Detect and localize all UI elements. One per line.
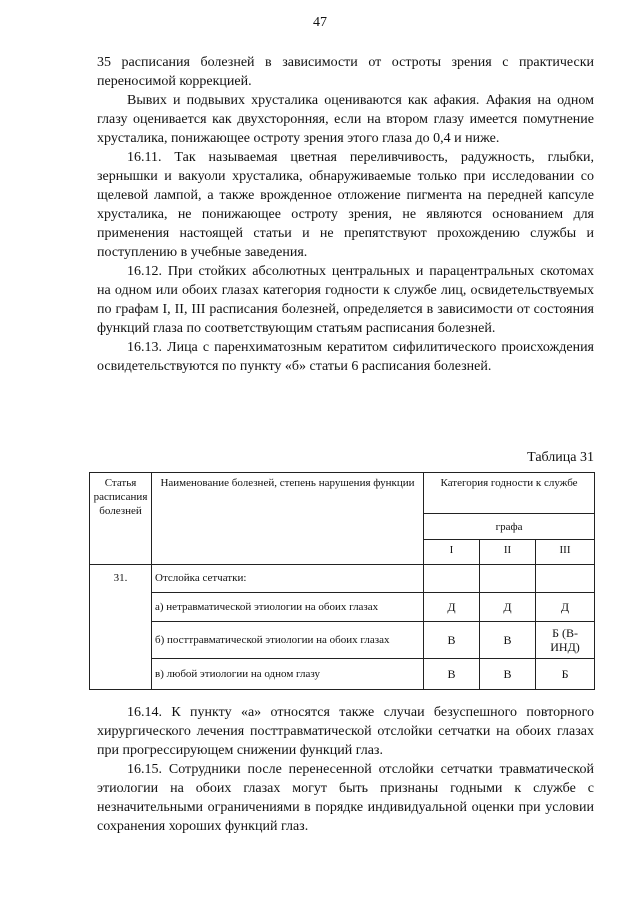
paragraph: 16.11. Так называемая цветная переливчивость, радужность, глыбки, зернышки и вакуоли хрусталика, обнаруживаемые только при исследовании со щелевой лампой, а также врожденное отложение пигмента на передней капсуле хрусталика, не понижающее остроту зрения, не являются основанием для применения настоящей статьи и не препятствуют прохождению службы и поступлению в учебные заведения. — [97, 150, 594, 260]
grade-cell: Д — [536, 593, 595, 622]
header-article: Статья расписания болезней — [90, 473, 152, 565]
article-number: 31. — [90, 565, 152, 690]
table-row-title: Отслойка сетчатки: — [152, 565, 424, 593]
header-col-1: I — [424, 540, 480, 565]
grade-cell: Д — [480, 593, 536, 622]
disease-table — [89, 472, 595, 690]
grade-cell: В — [480, 622, 536, 659]
grade-cell: Д — [424, 593, 480, 622]
header-column-group: графа — [424, 514, 595, 540]
text-block-top — [97, 53, 594, 376]
grade-cell: Б (В-ИНД) — [536, 622, 595, 659]
table-row — [90, 622, 595, 659]
row-label: б) посттравматической этиологии на обоих глазах — [152, 622, 424, 659]
paragraph: 16.12. При стойких абсолютных центральных и парацентральных скотомах на одном или обоих глазах категория годности к службе лиц, освидетельствуемых по графам I, II, III расписания болезней, определяется в зависимости от состояния функций глаза по соответствующим статьям расписания болезней. — [97, 264, 594, 336]
grade-cell: Б — [536, 659, 595, 690]
paragraph: Вывих и подвывих хрусталика оцениваются как афакия. Афакия на одном глазу оценивается как двухсторонняя, если на втором глазу имеется помутнение хрусталика, понижающее остроту зрения этого глаза до 0,4 и ниже. — [97, 93, 594, 146]
table-row — [90, 593, 595, 622]
table-caption: Таблица 31 — [527, 450, 594, 465]
header-col-3: III — [536, 540, 595, 565]
paragraph: 35 расписания болезней в зависимости от остроты зрения с практически переносимой коррекцией. — [97, 55, 594, 89]
text-block-bottom — [97, 703, 594, 836]
paragraph: 16.15. Сотрудники после перенесенной отслойки сетчатки травматической этиологии на обоих глазах могут быть признаны годными к службе с незначительными ограничениями в порядке индивидуальной оценки при условии сохранения хороших функций глаз. — [97, 762, 594, 834]
table-row — [90, 659, 595, 690]
paragraph: 16.14. К пункту «а» относятся также случаи безуспешного повторного хирургического лечения посттравматической отслойки сетчатки на обоих глазах при прогрессирующем снижении функций глаз. — [97, 705, 594, 758]
row-label: в) любой этиологии на одном глазу — [152, 659, 424, 690]
page-number: 47 — [313, 15, 327, 30]
header-category: Категория годности к службе — [424, 473, 595, 514]
paragraph: 16.13. Лица с паренхиматозным кератитом сифилитического происхождения освидетельствуются по пункту «б» статьи 6 расписания болезней. — [97, 340, 594, 374]
header-name: Наименование болезней, степень нарушения функции — [152, 473, 424, 565]
header-col-2: II — [480, 540, 536, 565]
grade-cell: В — [480, 659, 536, 690]
row-label: а) нетравматической этиологии на обоих глазах — [152, 593, 424, 622]
grade-cell: В — [424, 659, 480, 690]
grade-cell: В — [424, 622, 480, 659]
